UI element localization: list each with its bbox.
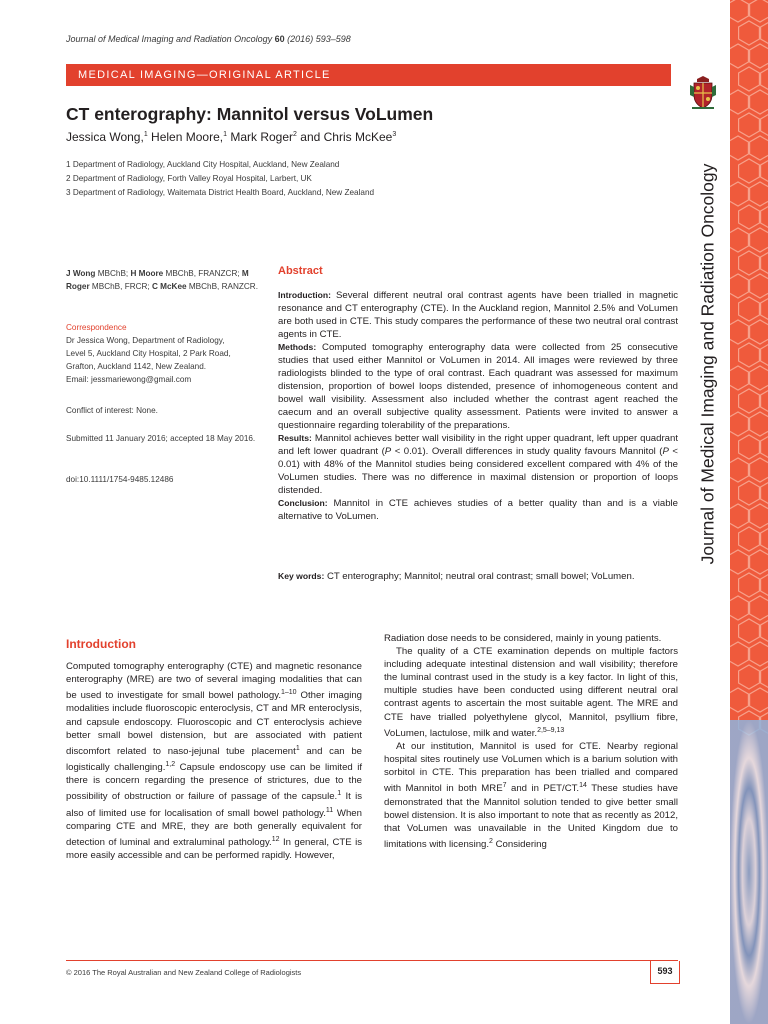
citation-sup: 7 <box>502 782 507 790</box>
text: In general, CTE is more easily accessible and can be performed rapidly. However, <box>66 837 363 862</box>
keywords-text: CT enterography; Mannitol; neutral oral contrast; small bowel; VoLumen. <box>324 571 635 582</box>
journal-volume: 60 <box>274 34 285 44</box>
paragraph: Radiation dose needs to be considered, mainly in young patients. <box>384 633 662 644</box>
section-text: Computed tomography enterography data were collected from 25 consecutive studies that used either Mannitol or VoLumen in 2014. All images were reviewed by three radiologists blinded to the type of oral contrast. Each quadrant was assessed for maximum distension, proportion of bowel loops distended, presence of inhomogeneous content and bowel wall visibility. Assessment also included whether the contrast agent reached the caecum and an overall subjective quality assessment. Patients were invited to answer a questionnaire regarding tolerability of the preparations. <box>278 342 678 431</box>
section-text: < 0.01) with 48% of the Mannitol studies being considered excellent compared with 4% of the VoLumen studies. There was no difference in maximal distension or proportion of loops distended. <box>278 446 679 496</box>
credential-degree: MBChB, RANZCR. <box>186 282 258 291</box>
copyright: © 2016 The Royal Australian and New Zealand College of Radiologists <box>66 968 302 977</box>
footer-rule <box>66 960 678 961</box>
author-name: Mark Roger <box>227 130 294 144</box>
correspondence-line: Level 5, Auckland City Hospital, 2 Park Road, <box>66 349 231 358</box>
abstract-conclusion <box>278 497 678 523</box>
introduction-column-2 <box>384 632 678 851</box>
article-type-banner: MEDICAL IMAGING—ORIGINAL ARTICLE <box>66 64 671 86</box>
section-text: Several different neutral oral contrast agents have been trialled in magnetic resonance and CT enterography (CTE). In the Auckland region, Mannitol 2.5% and VoLumen are both used in CTE. This study compares the performance of these two neutral oral contrast agents in CTE. <box>278 290 678 340</box>
affiliation-3: 3 Department of Radiology, Waitemata District Health Board, Auckland, New Zealand <box>66 188 375 197</box>
citation-sup: 2 <box>489 837 493 845</box>
citation-sup: 14 <box>579 782 587 790</box>
author-list <box>66 130 396 144</box>
affiliation-2: 2 Department of Radiology, Forth Valley Royal Hospital, Larbert, UK <box>66 174 312 183</box>
text: It is also of limited use for localisation of small bowel pathology. <box>66 791 363 819</box>
paragraph <box>384 740 678 851</box>
section-text: Mannitol in CTE achieves studies of a better quality than and is a viable alternative to VoLumen. <box>278 498 678 522</box>
text: and in PET/CT. <box>506 783 580 795</box>
author-name: Helen Moore, <box>147 130 224 144</box>
credential-name: M Roger <box>66 269 249 291</box>
text: Considering <box>492 838 547 850</box>
doi[interactable]: doi:10.1111/1754-9485.12486 <box>66 475 174 484</box>
keywords-label: Key words: <box>278 571 325 581</box>
correspondence-line: Grafton, Auckland 1142, New Zealand. <box>66 362 207 371</box>
author-affil-sup: 2 <box>293 131 297 138</box>
credential-degree: MBChB, FRANZCR; <box>163 269 242 278</box>
citation-sup: 1,2 <box>165 761 176 769</box>
decorative-side-band-graphic <box>730 0 768 1024</box>
p-value-symbol: P <box>384 446 392 457</box>
text: These studies have demonstrated that the Mannitol solution tended to give better small bowel distension. It is also important to note that as recently as 2012, that VoLumen was unavailable in the United Kingdom due to limitations with licensing. <box>384 783 678 850</box>
correspondence-block <box>66 321 262 386</box>
citation-sup: 2,5–9,13 <box>537 726 565 734</box>
author-affil-sup: 1 <box>143 131 148 138</box>
text: When comparing CTE and MRE, they are both generally equivalent for detection of luminal and extraluminal pathology. <box>66 807 362 849</box>
credential-name: J Wong <box>66 269 96 278</box>
affiliation-1: 1 Department of Radiology, Auckland City Hospital, Auckland, New Zealand <box>66 160 340 169</box>
section-label: Introduction: <box>278 290 331 300</box>
section-label: Results: <box>278 433 312 443</box>
citation-sup: 11 <box>325 806 334 814</box>
citation-sup: 1 <box>295 744 300 752</box>
author-name: and Chris McKee <box>296 130 393 144</box>
correspondence-line: Dr Jessica Wong, Department of Radiology, <box>66 336 225 345</box>
vertical-journal-title-text: Journal of Medical Imaging and Radiation Oncology <box>697 163 718 565</box>
text: Capsule endoscopy use can be limited if there is concern regarding the presence of strictures, due to the possibility of obstruction or failure of passage of the capsule. <box>66 762 363 803</box>
abstract-heading: Abstract <box>278 265 323 277</box>
journal-name: Journal of Medical Imaging and Radiation Oncology <box>66 34 273 44</box>
conflict-of-interest: Conflict of interest: None. <box>66 406 158 415</box>
text: At our institution, Mannitol is used for CTE. Nearby regional hospital sites routinely use VoLumen which is a barium solution with sorbitol in CTE. This preparation has been trialled and compared with Mannitol in both MRE <box>384 740 678 795</box>
section-label: Conclusion: <box>278 498 328 508</box>
section-text: < 0.01). Overall differences in study quality favours Mannitol ( <box>391 446 663 457</box>
abstract-introduction <box>278 289 678 341</box>
submission-dates: Submitted 11 January 2016; accepted 18 May 2016. <box>66 434 256 443</box>
author-affil-sup: 3 <box>392 131 397 138</box>
text: The quality of a CTE examination depends on multiple factors including adequate intestinal distension and wall visibility; therefore the luminal contrast used in the study is a key factor. In light of this, multiple studies have been conducted using different neutral oral contrast agents to ascertain the most suitable agent. The MRE and CTE have trialled polyethylene glycol, Mannitol, psyllium fibre, VoLumen, lactulose, milk and water. <box>384 646 678 739</box>
journal-crest-icon <box>688 75 718 111</box>
credential-degree: MBChB; <box>95 269 131 278</box>
p-value-symbol: P <box>662 446 669 457</box>
journal-citation <box>66 34 351 44</box>
abstract-body <box>278 289 678 523</box>
citation-sup: 1 <box>337 790 342 798</box>
section-text: Mannitol achieves better wall visibility in the right upper quadrant, left upper quadrant and left lower quadrant ( <box>278 433 678 457</box>
paragraph <box>66 660 362 862</box>
author-affil-sup: 1 <box>223 131 227 138</box>
paragraph <box>384 645 678 740</box>
journal-year-pages: (2016) 593–598 <box>287 34 351 44</box>
credential-name: H Moore <box>130 269 164 278</box>
introduction-heading: Introduction <box>66 637 136 651</box>
correspondence-label: Correspondence <box>66 323 127 332</box>
keywords <box>278 570 678 583</box>
credential-name: C McKee <box>151 282 187 291</box>
correspondence-email[interactable]: Email: jessmariewong@gmail.com <box>66 375 192 384</box>
abstract-methods <box>278 341 678 432</box>
citation-sup: 1–10 <box>280 689 297 697</box>
author-name: Jessica Wong, <box>66 130 144 144</box>
abstract-results <box>278 432 678 497</box>
citation-sup: 12 <box>271 836 280 844</box>
introduction-column-1 <box>66 660 362 862</box>
section-label: Methods: <box>278 342 317 352</box>
author-credentials <box>66 267 262 293</box>
vertical-journal-title <box>688 108 728 620</box>
text: Other imaging modalities include fluoroscopic enteroclysis, CT and MR enteroclysis, and capsule endoscopy. Fluoroscopic and CT enteroclysis achieve better small bowel distension, but are associated with patient discomfort related to naso-jejunal tube placement <box>66 690 362 757</box>
page-number: 593 <box>650 961 680 984</box>
decorative-side-band <box>730 0 768 1024</box>
credential-degree: MBChB, FRCR; <box>89 282 152 291</box>
article-title: CT enterography: Mannitol versus VoLumen <box>66 104 434 124</box>
text: and can be logistically challenging. <box>66 745 362 774</box>
text: Computed tomography enterography (CTE) and magnetic resonance enterography (MRE) are two of several imaging modalities that can be used to investigate for small bowel pathology. <box>66 661 362 702</box>
